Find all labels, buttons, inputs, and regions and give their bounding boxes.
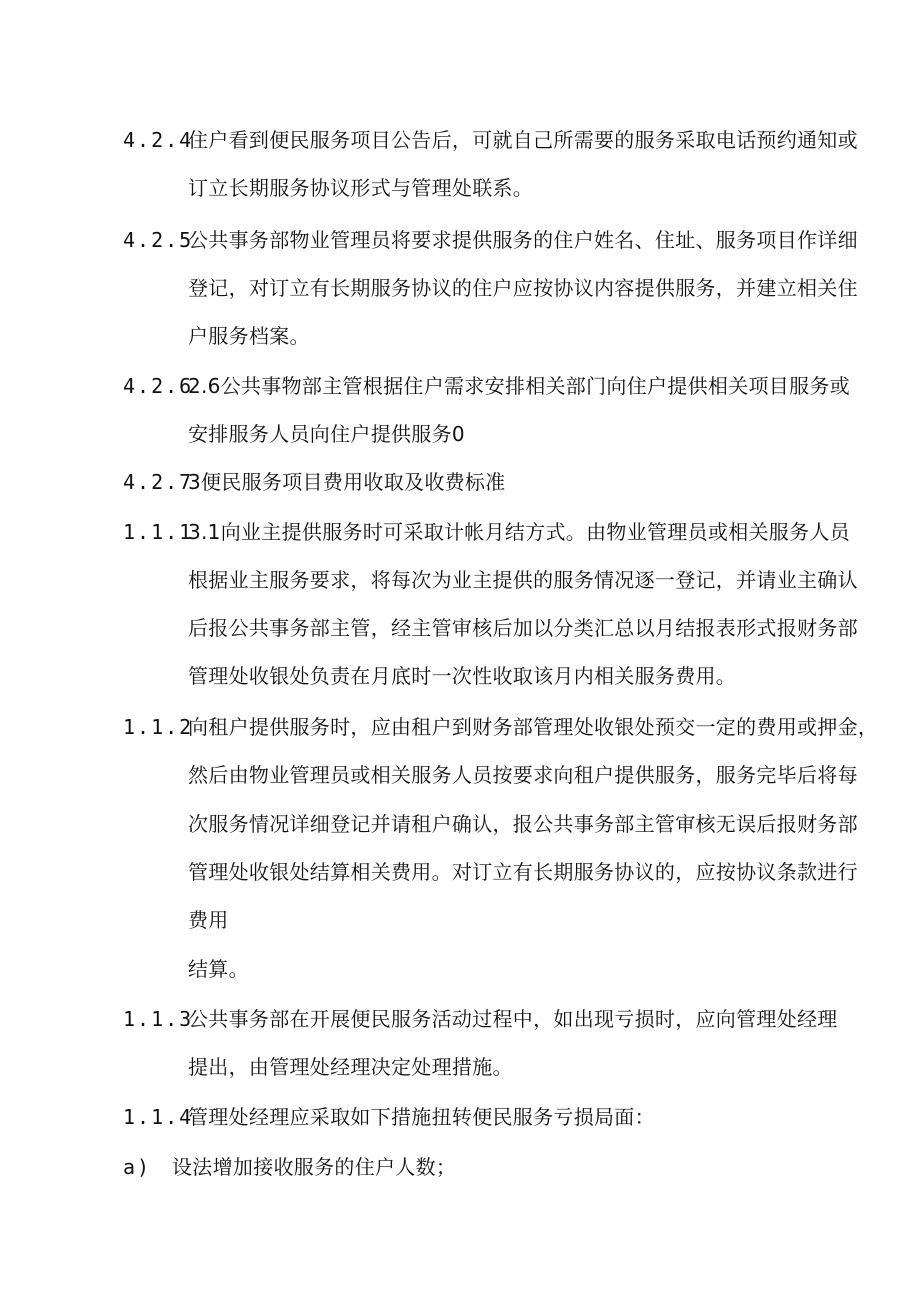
clause-text: 2.6公共事物部主管根据住户需求安排相关部门向住户提供相关项目服务或 (188, 374, 851, 398)
clause-number: 1.1.4 (123, 1105, 194, 1129)
clause-text: 公共事务部物业管理员将要求提供服务的住户姓名、住址、服务项目作详细 (188, 228, 858, 252)
clause-text: 费用 (188, 908, 229, 932)
clause-text: 结算。 (188, 957, 249, 981)
clause-text: 3.1向业主提供服务时可采取计帐月结方式。由物业管理员或相关服务人员 (188, 520, 851, 544)
list-item-text: 设法增加接收服务的住户人数； (172, 1155, 457, 1179)
clause-number: 1.1.2 (123, 715, 194, 739)
clause-number: 1.1.3 (123, 1007, 194, 1031)
clause-text: 安排服务人员向住户提供服务0 (188, 422, 465, 446)
clause-text: 登记，对订立有长期服务协议的住户应按协议内容提供服务，并建立相关住 (188, 276, 858, 300)
clause-text: 管理处收银处负责在月底时一次性收取该月内相关服务费用。 (188, 664, 737, 688)
clause-text: 管理处经理应采取如下措施扭转便民服务亏损局面： (188, 1105, 655, 1129)
clause-text: 户服务档案。 (188, 324, 310, 348)
clause-number: 4.2.6 (123, 374, 194, 398)
clause-text: 然后由物业管理员或相关服务人员按要求向租户提供服务，服务完毕后将每 (188, 763, 858, 787)
clause-number: 4.2.7 (123, 470, 194, 494)
clause-text: 公共事务部在开展便民服务活动过程中，如出现亏损时，应向管理处经理 (188, 1007, 838, 1031)
clause-text: 次服务情况详细登记并请租户确认，报公共事务部主管审核无误后报财务部 (188, 812, 858, 836)
clause-text: 订立长期服务协议形式与管理处联系。 (188, 176, 534, 200)
clause-number: 4.2.4 (123, 128, 194, 152)
clause-number: 1.1.1 (123, 520, 194, 544)
clause-text: 提出，由管理处经理决定处理措施。 (188, 1055, 513, 1079)
clause-text: 3便民服务项目费用收取及收费标准 (188, 470, 506, 494)
clause-text: 根据业主服务要求，将每次为业主提供的服务情况逐一登记，并请业主确认 (188, 568, 858, 592)
clause-text: 向租户提供服务时，应由租户到财务部管理处收银处预交一定的费用或押金， (188, 715, 879, 739)
clause-text: 管理处收银处结算相关费用。对订立有长期服务协议的，应按协议条款进行 (188, 860, 858, 884)
clause-number: 4.2.5 (123, 228, 194, 252)
clause-text: 住户看到便民服务项目公告后，可就自己所需要的服务采取电话预约通知或 (188, 128, 858, 152)
list-marker: a) (123, 1155, 152, 1179)
clause-text: 后报公共事务部主管，经主管审核后加以分类汇总以月结报表形式报财务部 (188, 616, 858, 640)
